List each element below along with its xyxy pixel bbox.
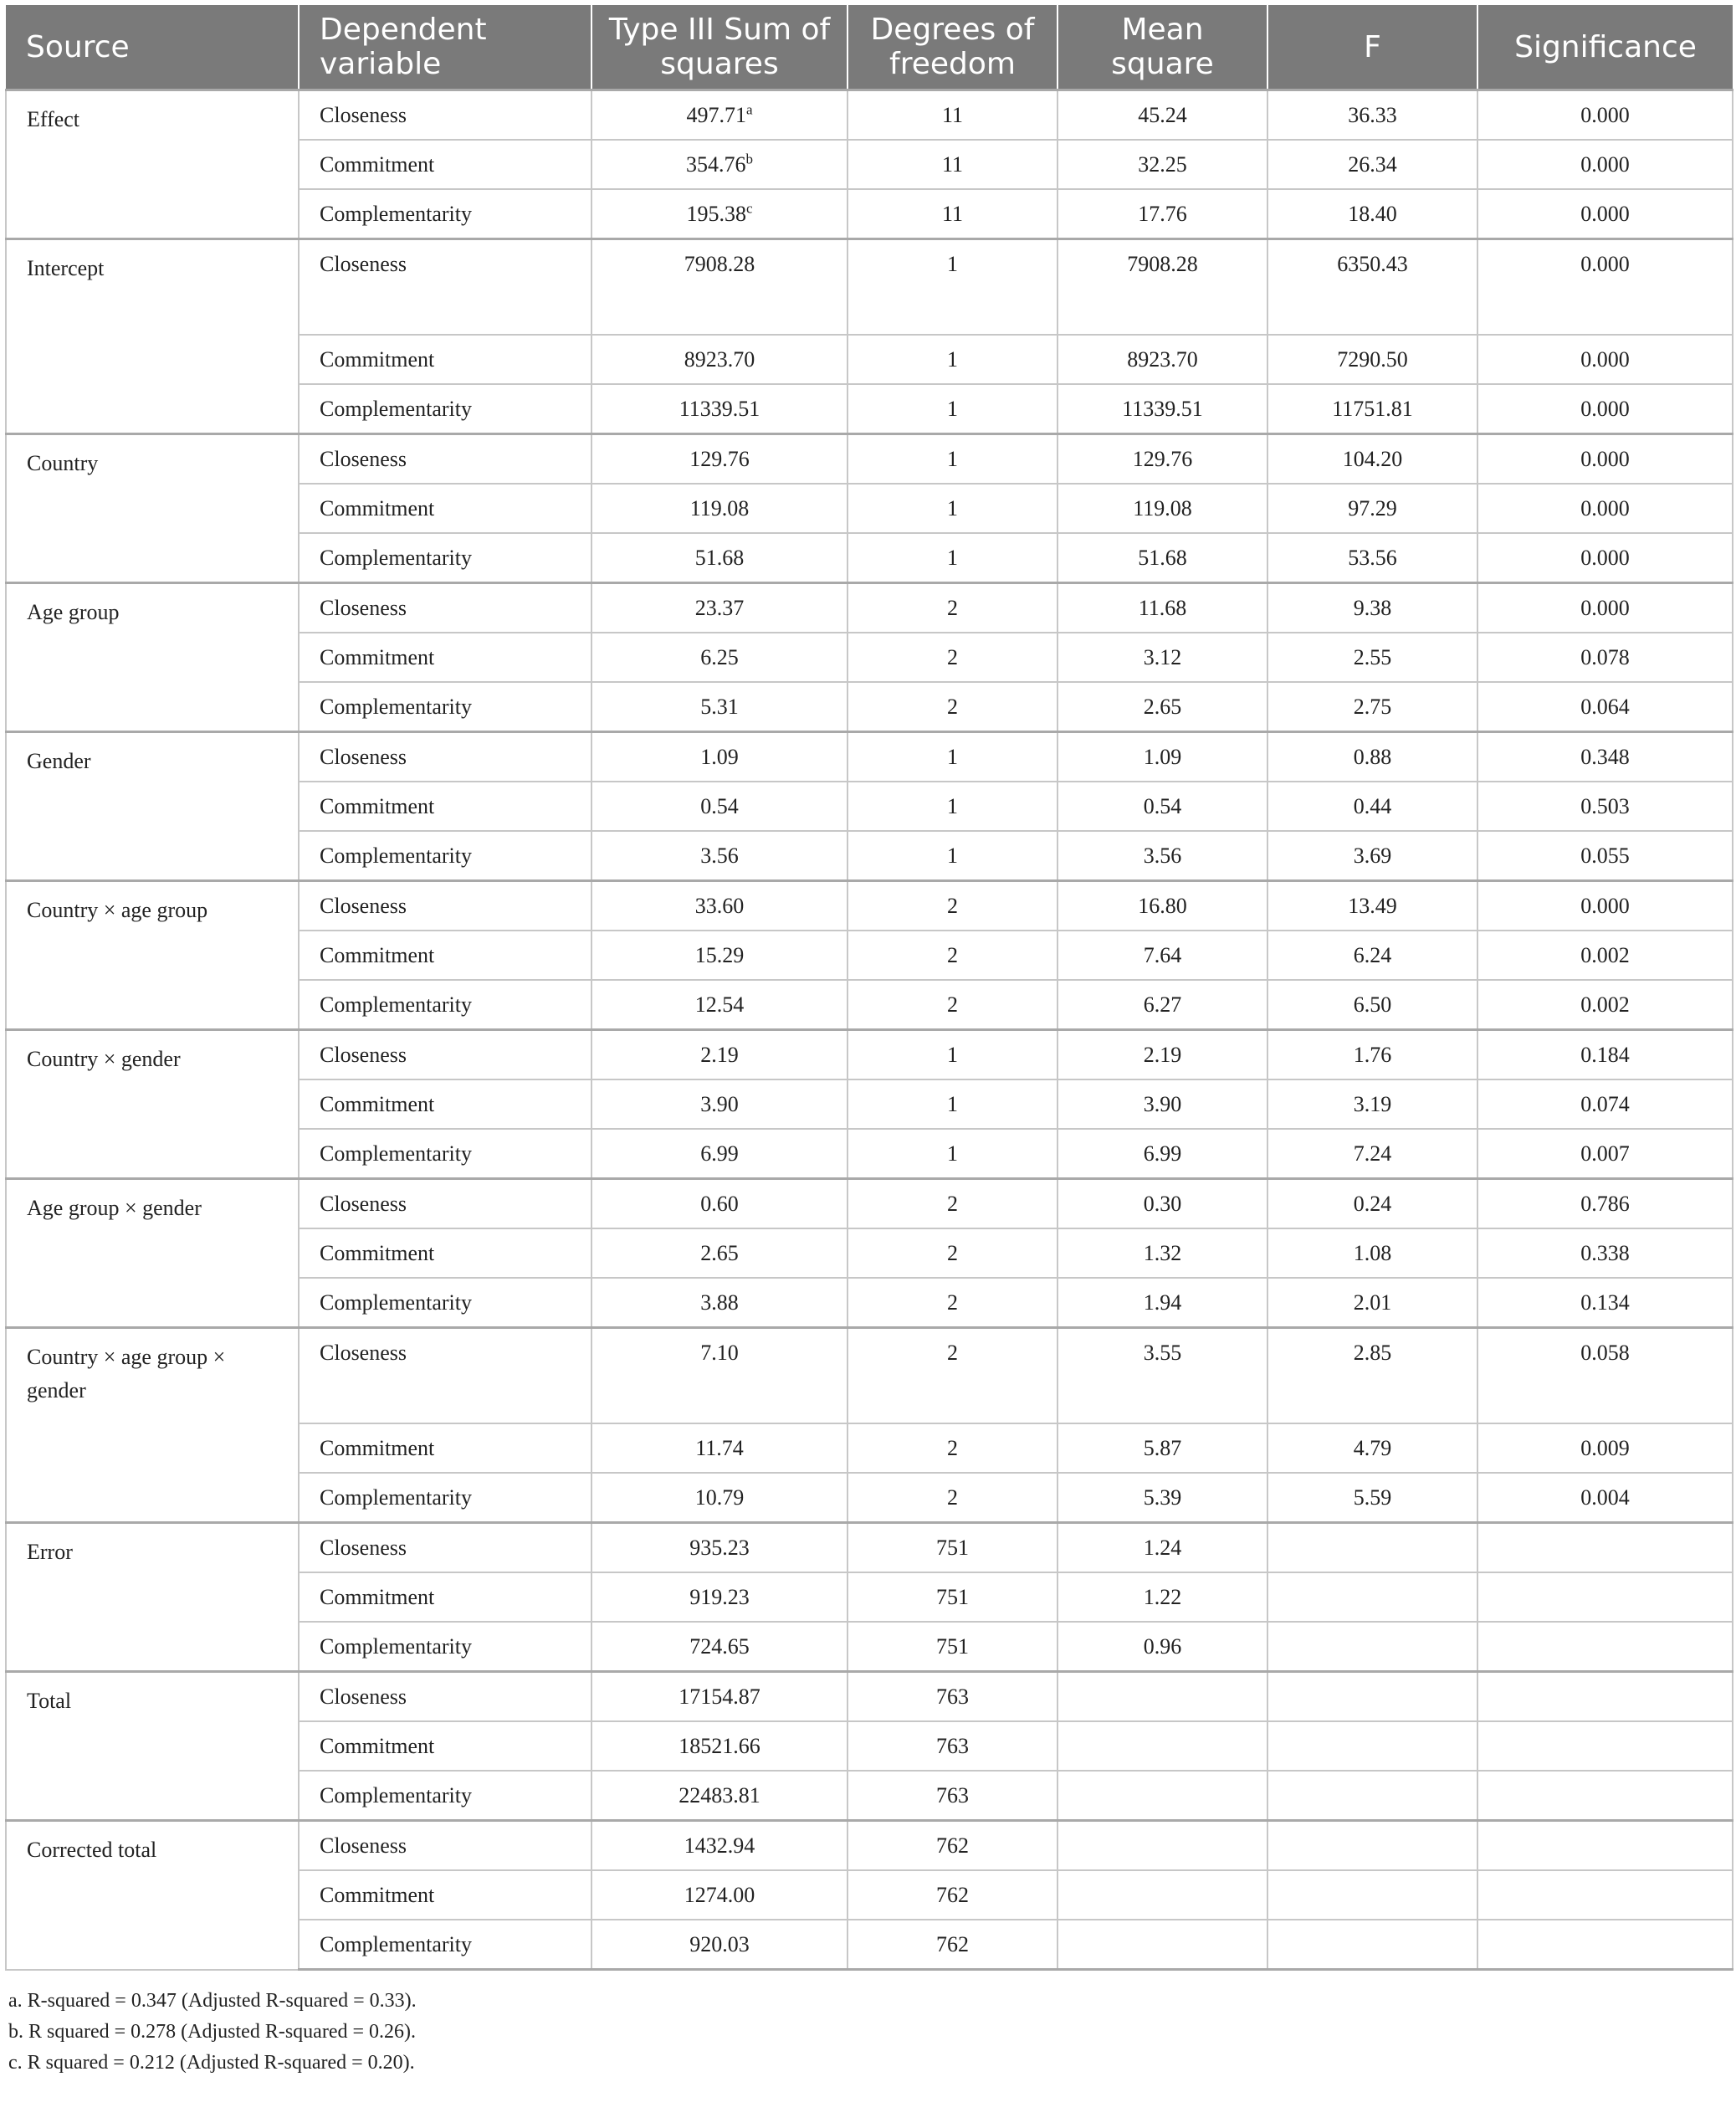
sum-of-squares-cell [591,1328,848,1424]
mean-square-cell: 32.25 [1057,140,1267,189]
significance-cell: 0.064 [1477,682,1733,732]
f-value-cell [1267,1821,1477,1871]
anova-table [5,5,1733,1971]
degrees-of-freedom-cell: 2 [848,633,1057,682]
significance-cell: 0.348 [1477,732,1733,782]
header-row [6,5,1733,90]
source-cell: Intercept [6,239,299,434]
degrees-of-freedom-cell: 1 [848,1079,1057,1129]
mean-square-cell: 129.76 [1057,434,1267,485]
f-value-cell [1267,1672,1477,1722]
table-row [6,1179,1733,1229]
source-cell: Gender [6,732,299,881]
sum-of-squares-cell [591,1721,848,1771]
degrees-of-freedom-cell: 1 [848,335,1057,384]
f-value-cell: 7.24 [1267,1129,1477,1179]
dependent-variable-cell: Commitment [299,335,591,384]
degrees-of-freedom-cell: 2 [848,1423,1057,1473]
f-value-cell: 2.01 [1267,1278,1477,1328]
degrees-of-freedom-cell: 11 [848,189,1057,239]
f-value-cell: 3.69 [1267,831,1477,881]
table-body [6,90,1733,1970]
significance-cell: 0.000 [1477,881,1733,931]
f-value-cell: 36.33 [1267,90,1477,141]
significance-cell: 0.000 [1477,384,1733,434]
significance-cell: 0.074 [1477,1079,1733,1129]
sum-of-squares-cell [591,189,848,239]
source-cell: Age group × gender [6,1179,299,1328]
footnote-marker: a [745,100,753,117]
f-value-cell: 0.44 [1267,782,1477,831]
dependent-variable-cell: Complementarity [299,1622,591,1672]
degrees-of-freedom-cell: 1 [848,239,1057,336]
sum-of-squares-cell [591,931,848,980]
degrees-of-freedom-cell: 1 [848,434,1057,485]
sum-of-squares-cell [591,90,848,141]
sum-of-squares-value: 1274.00 [684,1882,755,1907]
f-value-cell: 0.24 [1267,1179,1477,1229]
sum-of-squares-value: 7908.28 [684,252,755,276]
significance-cell: 0.000 [1477,533,1733,583]
degrees-of-freedom-cell: 762 [848,1821,1057,1871]
sum-of-squares-value: 6.25 [700,644,739,669]
sum-of-squares-value: 23.37 [694,595,745,620]
f-value-cell: 7290.50 [1267,335,1477,384]
dependent-variable-cell: Complementarity [299,831,591,881]
f-value-cell [1267,1622,1477,1672]
mean-square-cell: 0.96 [1057,1622,1267,1672]
sum-of-squares-value: 935.23 [689,1535,750,1560]
significance-cell: 0.000 [1477,335,1733,384]
mean-square-cell: 11.68 [1057,583,1267,633]
mean-square-cell: 1.24 [1057,1523,1267,1573]
anova-table-container [5,5,1732,2079]
sum-of-squares-value: 15.29 [694,942,745,967]
degrees-of-freedom-cell: 1 [848,484,1057,533]
mean-square-cell: 7908.28 [1057,239,1267,336]
dependent-variable-cell: Complementarity [299,1278,591,1328]
sum-of-squares-cell [591,682,848,732]
dependent-variable-cell: Complementarity [299,384,591,434]
table-row [6,239,1733,336]
degrees-of-freedom-cell: 1 [848,831,1057,881]
f-value-cell: 11751.81 [1267,384,1477,434]
degrees-of-freedom-cell: 2 [848,1179,1057,1229]
dependent-variable-cell: Commitment [299,140,591,189]
dependent-variable-cell: Complementarity [299,682,591,732]
sum-of-squares-cell [591,1179,848,1229]
significance-cell: 0.002 [1477,980,1733,1030]
mean-square-cell: 17.76 [1057,189,1267,239]
dependent-variable-cell: Complementarity [299,1920,591,1970]
sum-of-squares-cell [591,1672,848,1722]
mean-square-cell: 3.56 [1057,831,1267,881]
source-cell: Effect [6,90,299,239]
degrees-of-freedom-cell: 751 [848,1622,1057,1672]
dependent-variable-cell: Complementarity [299,1771,591,1821]
mean-square-cell [1057,1920,1267,1970]
dependent-variable-cell: Complementarity [299,189,591,239]
sum-of-squares-cell [591,1473,848,1523]
sum-of-squares-value: 7.10 [700,1341,739,1365]
sum-of-squares-cell [591,881,848,931]
mean-square-cell: 16.80 [1057,881,1267,931]
degrees-of-freedom-cell: 11 [848,140,1057,189]
sum-of-squares-cell [591,782,848,831]
degrees-of-freedom-cell: 1 [848,1030,1057,1080]
mean-square-cell: 5.87 [1057,1423,1267,1473]
mean-square-cell: 0.54 [1057,782,1267,831]
mean-square-cell: 3.12 [1057,633,1267,682]
sum-of-squares-value: 22483.81 [679,1782,760,1808]
significance-cell: 0.078 [1477,633,1733,682]
significance-cell: 0.338 [1477,1228,1733,1278]
header-source: Source [6,5,299,90]
mean-square-cell [1057,1771,1267,1821]
sum-of-squares-value: 11.74 [695,1435,744,1460]
sum-of-squares-cell [591,1228,848,1278]
f-value-cell: 4.79 [1267,1423,1477,1473]
header-f: F [1267,5,1477,90]
mean-square-cell: 1.09 [1057,732,1267,782]
f-value-cell: 0.88 [1267,732,1477,782]
degrees-of-freedom-cell: 762 [848,1870,1057,1920]
sum-of-squares-value: 0.60 [700,1191,739,1216]
sum-of-squares-value: 3.88 [700,1290,739,1315]
mean-square-cell: 7.64 [1057,931,1267,980]
dependent-variable-cell: Commitment [299,633,591,682]
sum-of-squares-value: 3.90 [700,1091,739,1116]
mean-square-cell: 51.68 [1057,533,1267,583]
dependent-variable-cell: Closeness [299,1030,591,1080]
significance-cell [1477,1920,1733,1970]
sum-of-squares-cell [591,1079,848,1129]
f-value-cell: 5.59 [1267,1473,1477,1523]
degrees-of-freedom-cell: 2 [848,1328,1057,1424]
sum-of-squares-cell [591,1821,848,1871]
source-cell: Error [6,1523,299,1672]
dependent-variable-cell: Closeness [299,1328,591,1424]
sum-of-squares-cell [591,484,848,533]
f-value-cell: 1.08 [1267,1228,1477,1278]
degrees-of-freedom-cell: 763 [848,1771,1057,1821]
sum-of-squares-value: 8923.70 [684,346,755,372]
significance-cell [1477,1572,1733,1622]
table-row [6,90,1733,141]
mean-square-cell: 8923.70 [1057,335,1267,384]
sum-of-squares-value: 1.09 [700,744,739,769]
degrees-of-freedom-cell: 11 [848,90,1057,141]
degrees-of-freedom-cell: 2 [848,682,1057,732]
f-value-cell: 6350.43 [1267,239,1477,336]
sum-of-squares-value: 920.03 [689,1931,750,1956]
significance-cell: 0.007 [1477,1129,1733,1179]
sum-of-squares-value: 0.54 [700,793,739,818]
significance-cell [1477,1870,1733,1920]
significance-cell: 0.503 [1477,782,1733,831]
sum-of-squares-cell [591,633,848,682]
sum-of-squares-cell [591,583,848,633]
f-value-cell [1267,1771,1477,1821]
sum-of-squares-cell [591,1572,848,1622]
degrees-of-freedom-cell: 2 [848,931,1057,980]
f-value-cell [1267,1721,1477,1771]
f-value-cell: 104.20 [1267,434,1477,485]
sum-of-squares-cell [591,1771,848,1821]
sum-of-squares-value: 2.19 [700,1042,739,1067]
degrees-of-freedom-cell: 1 [848,384,1057,434]
significance-cell: 0.000 [1477,239,1733,336]
dependent-variable-cell: Complementarity [299,533,591,583]
mean-square-cell: 1.94 [1057,1278,1267,1328]
source-cell: Country × age group [6,881,299,1030]
sum-of-squares-cell [591,1129,848,1179]
sum-of-squares-value: 17154.87 [679,1684,760,1709]
sum-of-squares-cell [591,1523,848,1573]
mean-square-cell: 3.90 [1057,1079,1267,1129]
source-cell: Age group [6,583,299,732]
sum-of-squares-value: 11339.51 [679,396,760,421]
dependent-variable-cell: Closeness [299,434,591,485]
table-row [6,1030,1733,1080]
header-mean-square: Mean square [1057,5,1267,90]
f-value-cell: 2.85 [1267,1328,1477,1424]
header-dependent-variable: Dependent variable [299,5,591,90]
dependent-variable-cell: Commitment [299,1572,591,1622]
degrees-of-freedom-cell: 2 [848,583,1057,633]
degrees-of-freedom-cell: 2 [848,1228,1057,1278]
sum-of-squares-value: 12.54 [694,992,745,1017]
sum-of-squares-cell [591,140,848,189]
dependent-variable-cell: Complementarity [299,1473,591,1523]
degrees-of-freedom-cell: 1 [848,533,1057,583]
degrees-of-freedom-cell: 2 [848,1278,1057,1328]
significance-cell [1477,1821,1733,1871]
dependent-variable-cell: Commitment [299,931,591,980]
sum-of-squares-cell [591,239,848,336]
source-cell: Country × gender [6,1030,299,1179]
significance-cell: 0.000 [1477,90,1733,141]
table-row [6,1328,1733,1424]
significance-cell: 0.000 [1477,583,1733,633]
significance-cell: 0.000 [1477,434,1733,485]
dependent-variable-cell: Closeness [299,881,591,931]
sum-of-squares-cell [591,1030,848,1080]
significance-cell [1477,1771,1733,1821]
sum-of-squares-cell [591,831,848,881]
sum-of-squares-cell [591,1622,848,1672]
sum-of-squares-value: 10.79 [694,1484,745,1510]
sum-of-squares-cell [591,335,848,384]
f-value-cell: 97.29 [1267,484,1477,533]
dependent-variable-cell: Commitment [299,1423,591,1473]
f-value-cell: 9.38 [1267,583,1477,633]
degrees-of-freedom-cell: 2 [848,881,1057,931]
note-a: a. R-squared = 0.347 (Adjusted R-squared = 0.33). [8,1990,417,2012]
mean-square-cell [1057,1721,1267,1771]
f-value-cell [1267,1920,1477,1970]
sum-of-squares-cell [591,533,848,583]
table-notes [5,1986,1732,2079]
table-row [6,1672,1733,1722]
header-significance: Significance [1477,5,1733,90]
table-row [6,583,1733,633]
degrees-of-freedom-cell: 763 [848,1721,1057,1771]
dependent-variable-cell: Closeness [299,1179,591,1229]
sum-of-squares-cell [591,384,848,434]
degrees-of-freedom-cell: 751 [848,1523,1057,1573]
sum-of-squares-value: 129.76 [689,446,750,471]
source-cell: Country × age group × gender [6,1328,299,1523]
source-cell: Total [6,1672,299,1821]
mean-square-cell: 119.08 [1057,484,1267,533]
table-row [6,434,1733,485]
sum-of-squares-value: 3.56 [700,843,739,868]
dependent-variable-cell: Closeness [299,1821,591,1871]
sum-of-squares-value: 1432.94 [684,1833,755,1858]
dependent-variable-cell: Complementarity [299,1129,591,1179]
significance-cell: 0.786 [1477,1179,1733,1229]
header-sum-of-squares: Type III Sum of squares [591,5,848,90]
dependent-variable-cell: Closeness [299,90,591,141]
sum-of-squares-cell [591,434,848,485]
f-value-cell: 53.56 [1267,533,1477,583]
mean-square-cell: 11339.51 [1057,384,1267,434]
mean-square-cell: 6.99 [1057,1129,1267,1179]
mean-square-cell: 6.27 [1057,980,1267,1030]
sum-of-squares-cell [591,1278,848,1328]
significance-cell: 0.009 [1477,1423,1733,1473]
f-value-cell: 13.49 [1267,881,1477,931]
degrees-of-freedom-cell: 762 [848,1920,1057,1970]
mean-square-cell: 1.22 [1057,1572,1267,1622]
sum-of-squares-value: 119.08 [689,495,750,520]
significance-cell: 0.002 [1477,931,1733,980]
dependent-variable-cell: Closeness [299,1672,591,1722]
sum-of-squares-value: 2.65 [700,1240,739,1265]
dependent-variable-cell: Closeness [299,732,591,782]
degrees-of-freedom-cell: 2 [848,980,1057,1030]
mean-square-cell: 2.65 [1057,682,1267,732]
mean-square-cell: 3.55 [1057,1328,1267,1424]
table-row [6,881,1733,931]
sum-of-squares-value: 51.68 [694,545,745,570]
mean-square-cell: 2.19 [1057,1030,1267,1080]
dependent-variable-cell: Commitment [299,1870,591,1920]
sum-of-squares-value: 919.23 [689,1584,750,1609]
table-row [6,732,1733,782]
source-cell: Corrected total [6,1821,299,1970]
f-value-cell: 26.34 [1267,140,1477,189]
significance-cell: 0.058 [1477,1328,1733,1424]
mean-square-cell: 1.32 [1057,1228,1267,1278]
dependent-variable-cell: Closeness [299,583,591,633]
significance-cell: 0.004 [1477,1473,1733,1523]
note-b: b. R squared = 0.278 (Adjusted R-squared = 0.26). [8,2021,416,2043]
sum-of-squares-value: 33.60 [694,893,745,918]
significance-cell: 0.134 [1477,1278,1733,1328]
degrees-of-freedom-cell: 1 [848,1129,1057,1179]
degrees-of-freedom-cell: 1 [848,732,1057,782]
f-value-cell [1267,1523,1477,1573]
sum-of-squares-value: 497.71 [686,102,746,127]
sum-of-squares-value: 6.99 [700,1141,739,1166]
sum-of-squares-value: 195.38 [686,201,746,226]
sum-of-squares-cell [591,1920,848,1970]
sum-of-squares-cell [591,1870,848,1920]
dependent-variable-cell: Commitment [299,782,591,831]
table-row [6,1523,1733,1573]
sum-of-squares-value: 354.76 [686,151,746,177]
sum-of-squares-cell [591,1423,848,1473]
f-value-cell [1267,1572,1477,1622]
footnote-marker: c [745,199,753,216]
mean-square-cell [1057,1821,1267,1871]
dependent-variable-cell: Closeness [299,1523,591,1573]
dependent-variable-cell: Closeness [299,239,591,336]
sum-of-squares-value: 724.65 [689,1633,750,1659]
mean-square-cell: 0.30 [1057,1179,1267,1229]
dependent-variable-cell: Commitment [299,1079,591,1129]
note-c: c. R squared = 0.212 (Adjusted R-squared = 0.20). [8,2052,415,2074]
dependent-variable-cell: Commitment [299,1228,591,1278]
dependent-variable-cell: Commitment [299,1721,591,1771]
significance-cell: 0.184 [1477,1030,1733,1080]
header-degrees-of-freedom: Degrees of freedom [848,5,1057,90]
degrees-of-freedom-cell: 1 [848,782,1057,831]
significance-cell [1477,1523,1733,1573]
f-value-cell: 1.76 [1267,1030,1477,1080]
f-value-cell: 6.50 [1267,980,1477,1030]
f-value-cell [1267,1870,1477,1920]
sum-of-squares-value: 5.31 [700,694,739,719]
f-value-cell: 3.19 [1267,1079,1477,1129]
table-row [6,1821,1733,1871]
mean-square-cell: 5.39 [1057,1473,1267,1523]
degrees-of-freedom-cell: 763 [848,1672,1057,1722]
mean-square-cell [1057,1870,1267,1920]
significance-cell: 0.000 [1477,189,1733,239]
mean-square-cell [1057,1672,1267,1722]
significance-cell [1477,1721,1733,1771]
footnote-marker: b [745,150,753,167]
sum-of-squares-cell [591,732,848,782]
significance-cell: 0.000 [1477,484,1733,533]
significance-cell: 0.000 [1477,140,1733,189]
significance-cell: 0.055 [1477,831,1733,881]
f-value-cell: 18.40 [1267,189,1477,239]
dependent-variable-cell: Complementarity [299,980,591,1030]
source-cell: Country [6,434,299,583]
f-value-cell: 6.24 [1267,931,1477,980]
f-value-cell: 2.55 [1267,633,1477,682]
sum-of-squares-cell [591,980,848,1030]
significance-cell [1477,1622,1733,1672]
degrees-of-freedom-cell: 2 [848,1473,1057,1523]
sum-of-squares-value: 18521.66 [679,1733,760,1758]
degrees-of-freedom-cell: 751 [848,1572,1057,1622]
mean-square-cell: 45.24 [1057,90,1267,141]
significance-cell [1477,1672,1733,1722]
f-value-cell: 2.75 [1267,682,1477,732]
dependent-variable-cell: Commitment [299,484,591,533]
